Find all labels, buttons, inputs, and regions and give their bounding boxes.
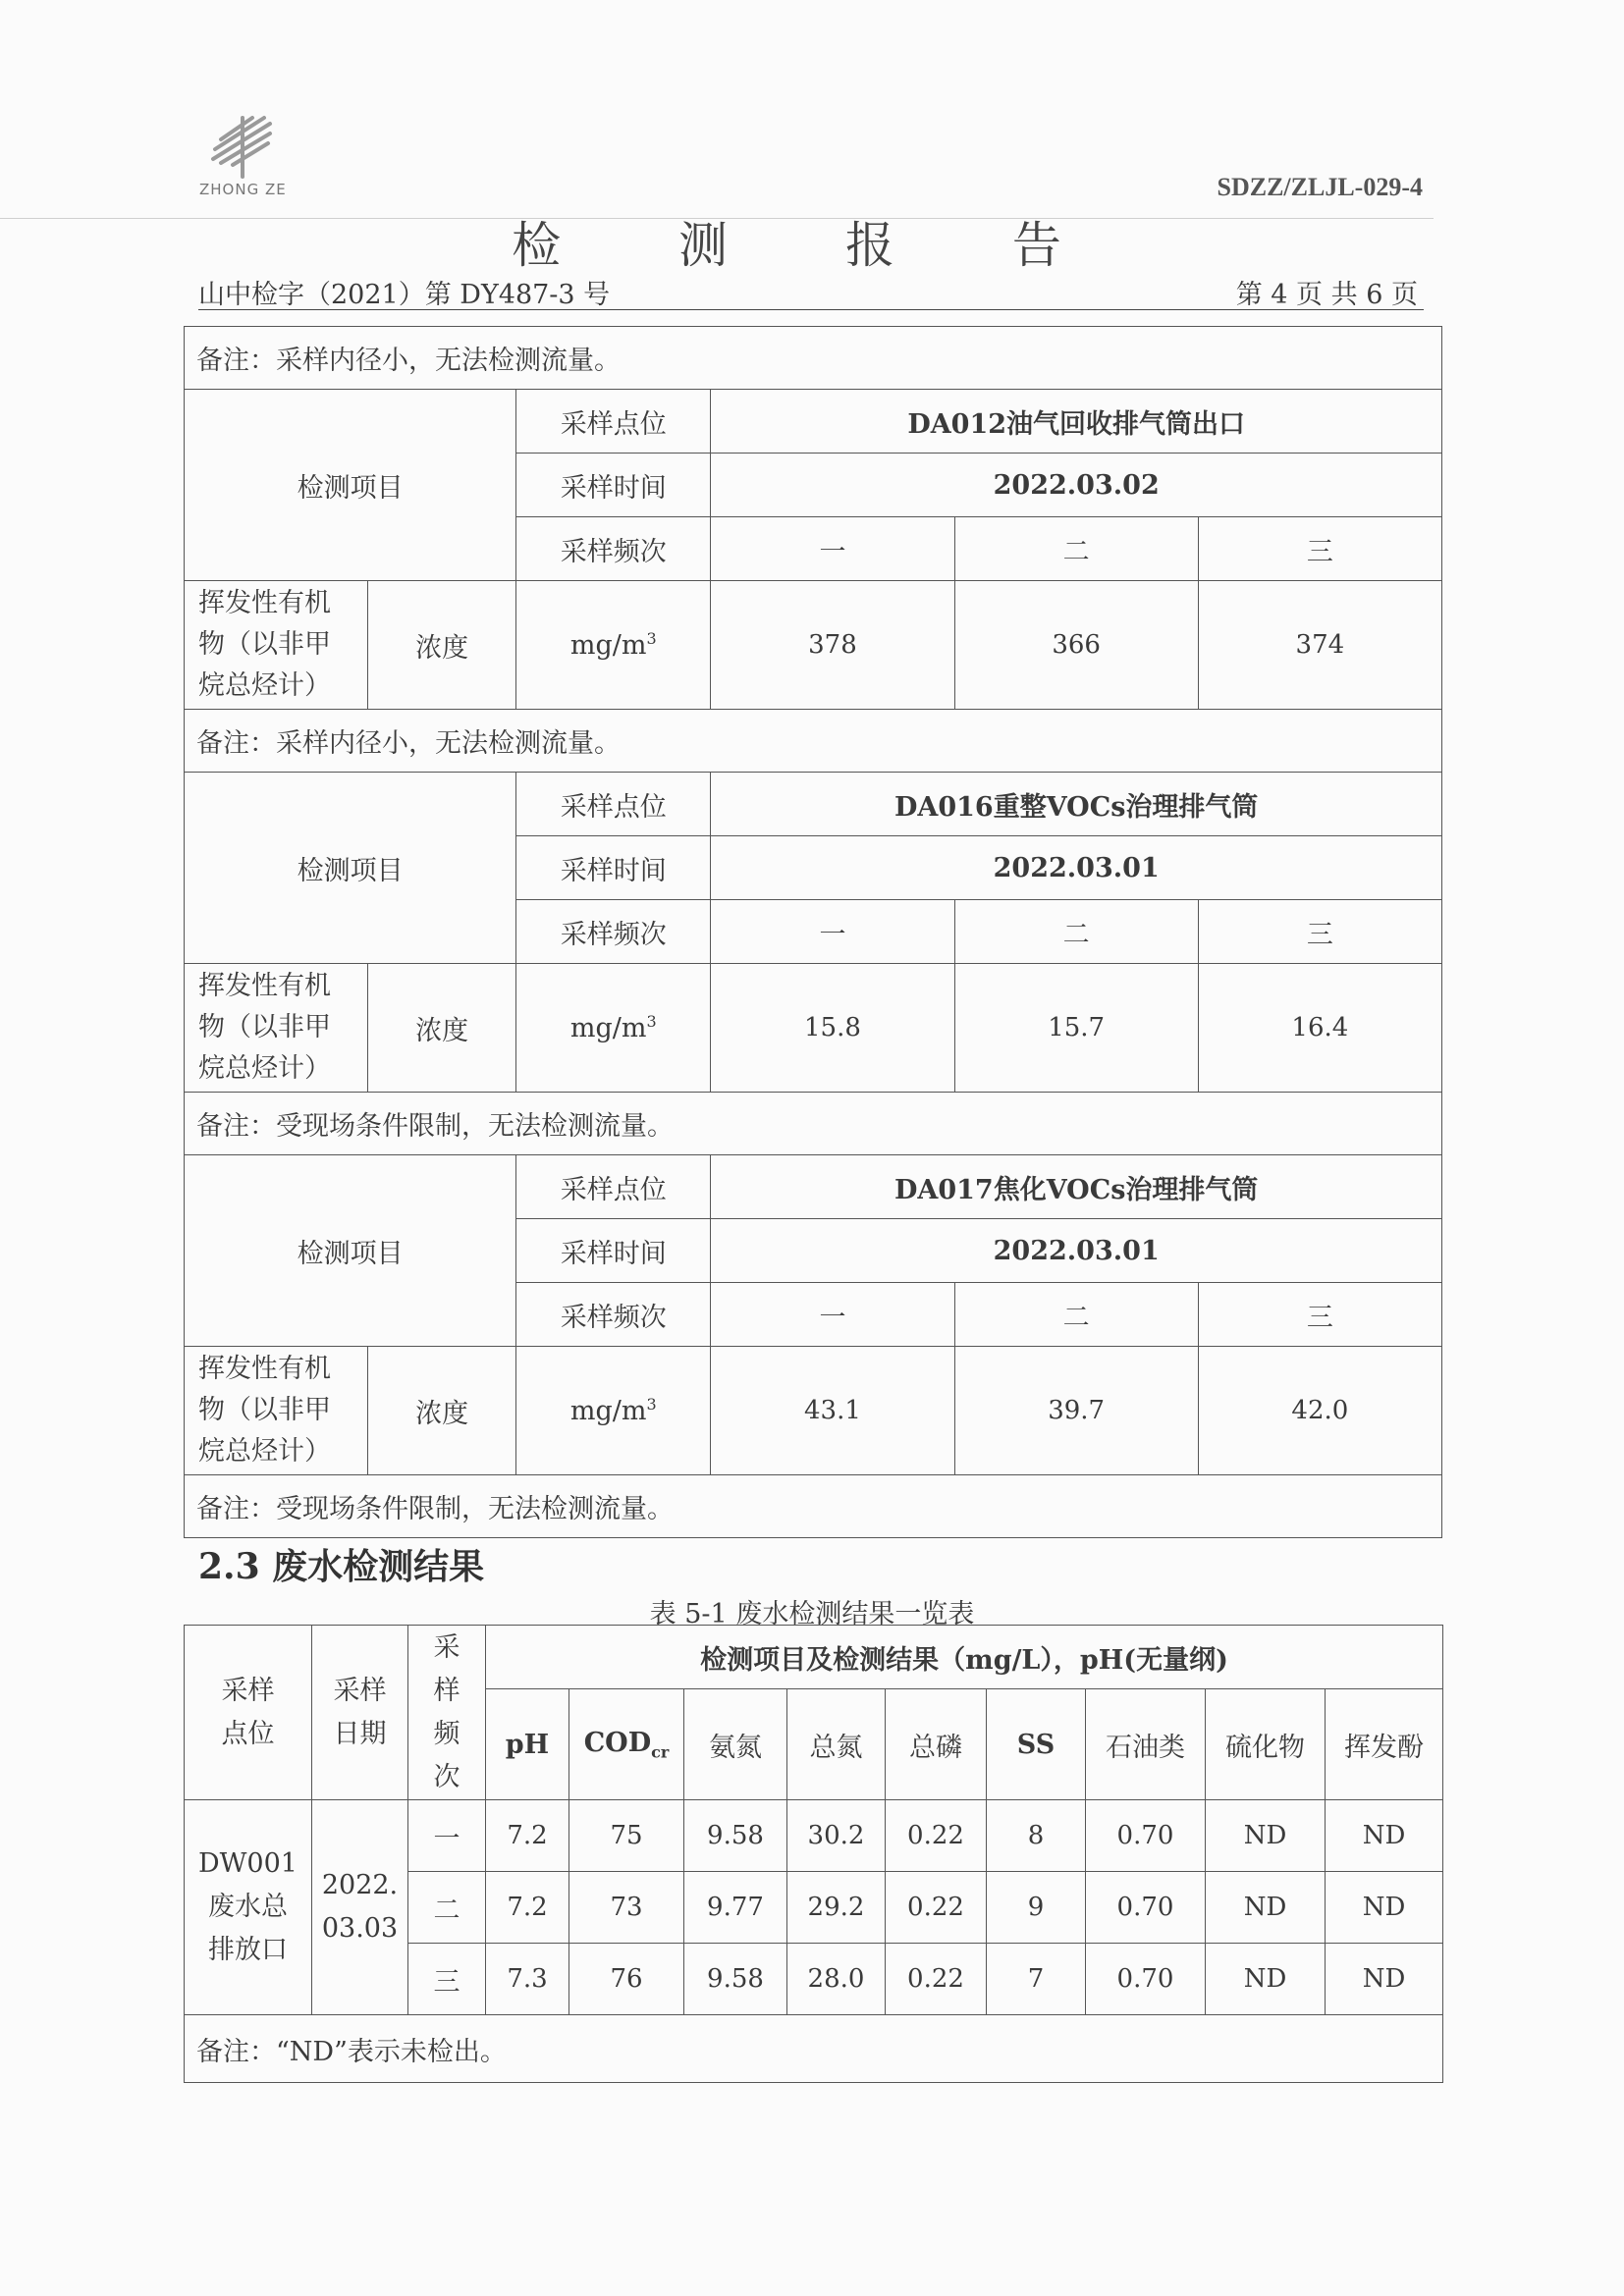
frequency-cell: 一 <box>711 517 954 581</box>
value-cell: 0.22 <box>886 1800 987 1872</box>
frequency-cell: 三 <box>1198 517 1441 581</box>
frequency-cell: 二 <box>954 1283 1198 1347</box>
value-cell: 9 <box>987 1872 1086 1944</box>
frequency-cell: 二 <box>954 900 1198 964</box>
value-cell: 28.0 <box>787 1944 886 2015</box>
value-cell: 374 <box>1198 581 1441 710</box>
value-cell: 0.70 <box>1086 1800 1206 1872</box>
header-line: 日期 <box>333 1718 387 1749</box>
sampling-time-label: 采样时间 <box>516 454 711 517</box>
sampling-point-value: DA012油气回收排气筒出口 <box>711 390 1442 454</box>
value-cell: 366 <box>954 581 1198 710</box>
value-cell: 30.2 <box>787 1800 886 1872</box>
pollutant-line: 烷总烃计） <box>198 1053 331 1084</box>
unit-cell <box>516 964 711 1093</box>
site-line: 排放口 <box>208 1935 288 1965</box>
metric-label: 浓度 <box>368 1347 516 1475</box>
detection-item-label: 检测项目 <box>185 390 516 581</box>
pollutant-line: 挥发性有机 <box>198 588 331 618</box>
value-cell: ND <box>1206 1800 1326 1872</box>
date-cell <box>312 1800 408 2015</box>
table-row <box>185 1347 1442 1475</box>
detection-item-label: 检测项目 <box>185 773 516 964</box>
page-title: 检 测 报 告 <box>512 217 1112 274</box>
sampling-point-label: 采样点位 <box>516 1155 711 1219</box>
table-row <box>185 2015 1443 2083</box>
date-line: 03.03 <box>321 1913 399 1944</box>
table-row <box>185 964 1442 1093</box>
table-row <box>185 773 1442 836</box>
table-row <box>185 1155 1442 1219</box>
table-row <box>185 1626 1443 1689</box>
header-line: 频 <box>433 1718 460 1749</box>
header-line: 次 <box>433 1761 460 1792</box>
sampling-time-label: 采样时间 <box>516 836 711 900</box>
metric-label: 浓度 <box>368 581 516 710</box>
pollutant-line: 物（以非甲 <box>198 629 331 660</box>
param-header: 石油类 <box>1086 1689 1206 1800</box>
sampling-point-value: DA016重整VOCs治理排气筒 <box>711 773 1442 836</box>
document-code: SDZZ/ZLJL-029-4 <box>1217 173 1423 201</box>
value-cell: ND <box>1326 1872 1443 1944</box>
value-cell: ND <box>1206 1944 1326 2015</box>
sampling-time-value: 2022.03.01 <box>711 836 1442 900</box>
unit-text: mg/m <box>569 630 647 661</box>
value-cell: 378 <box>711 581 954 710</box>
header-line: 采样 <box>221 1675 275 1706</box>
unit-superscript: 3 <box>646 1395 657 1414</box>
unit-superscript: 3 <box>646 629 657 648</box>
value-cell: 0.22 <box>886 1872 987 1944</box>
table-row <box>185 390 1442 454</box>
report-number: 山中检字（2021）第 DY487-3 号 <box>198 280 611 310</box>
unit-cell <box>516 1347 711 1475</box>
note-cell: 备注：“ND”表示未检出。 <box>185 2015 1443 2083</box>
logo-text: ZHONG ZE <box>199 181 287 198</box>
wastewater-results-table <box>184 1625 1443 2083</box>
frequency-cell: 二 <box>408 1872 486 1944</box>
value-cell: 0.70 <box>1086 1872 1206 1944</box>
note-cell: 备注：受现场条件限制，无法检测流量。 <box>185 1093 1442 1155</box>
sampling-time-label: 采样时间 <box>516 1219 711 1283</box>
value-cell: 7.2 <box>486 1800 569 1872</box>
note-cell: 备注：采样内径小，无法检测流量。 <box>185 710 1442 773</box>
header-line: 样 <box>433 1675 460 1706</box>
table-row <box>185 581 1442 710</box>
group-header: 检测项目及检测结果（mg/L），pH(无量纲) <box>486 1626 1443 1689</box>
param-header: 氨氮 <box>684 1689 787 1800</box>
section-title: 2.3 废水检测结果 <box>198 1546 485 1587</box>
header-line: 采样 <box>333 1675 387 1706</box>
unit-superscript: 3 <box>646 1012 657 1031</box>
col-header-point <box>185 1626 312 1800</box>
value-cell: 7 <box>987 1944 1086 2015</box>
param-text: COD <box>583 1727 652 1758</box>
sampling-time-value: 2022.03.02 <box>711 454 1442 517</box>
table-row <box>185 710 1442 773</box>
header-line: 采 <box>433 1631 460 1663</box>
frequency-cell: 三 <box>1198 1283 1441 1347</box>
pollutant-name <box>185 581 368 710</box>
sampling-time-value: 2022.03.01 <box>711 1219 1442 1283</box>
value-cell: 73 <box>569 1872 684 1944</box>
site-cell <box>185 1800 312 2015</box>
value-cell: 9.58 <box>684 1944 787 2015</box>
value-cell: 16.4 <box>1198 964 1441 1093</box>
value-cell: 8 <box>987 1800 1086 1872</box>
sampling-point-label: 采样点位 <box>516 773 711 836</box>
pollutant-line: 烷总烃计） <box>198 670 331 701</box>
value-cell: ND <box>1326 1800 1443 1872</box>
param-header: SS <box>987 1689 1086 1800</box>
site-line: DW001 <box>198 1848 298 1879</box>
report-number-underline <box>198 309 1424 310</box>
sampling-point-label: 采样点位 <box>516 390 711 454</box>
pollutant-line: 挥发性有机 <box>198 971 331 1001</box>
param-subscript: cr <box>651 1742 670 1762</box>
header-line: 点位 <box>221 1718 275 1749</box>
unit-text: mg/m <box>569 1396 647 1426</box>
value-cell: 0.22 <box>886 1944 987 2015</box>
table-row <box>185 1475 1442 1538</box>
value-cell: 9.77 <box>684 1872 787 1944</box>
pollutant-line: 烷总烃计） <box>198 1436 331 1467</box>
value-cell: 43.1 <box>711 1347 954 1475</box>
pollutant-line: 物（以非甲 <box>198 1395 331 1425</box>
value-cell: 0.70 <box>1086 1944 1206 2015</box>
param-header: 挥发酚 <box>1326 1689 1443 1800</box>
col-header-date <box>312 1626 408 1800</box>
value-cell: 29.2 <box>787 1872 886 1944</box>
value-cell: ND <box>1326 1944 1443 2015</box>
value-cell: 75 <box>569 1800 684 1872</box>
value-cell: 7.2 <box>486 1872 569 1944</box>
pollutant-name <box>185 1347 368 1475</box>
metric-label: 浓度 <box>368 964 516 1093</box>
pollutant-line: 挥发性有机 <box>198 1354 331 1384</box>
frequency-cell: 三 <box>408 1944 486 2015</box>
page-number: 第 4 页 共 6 页 <box>1235 280 1418 310</box>
note-cell: 备注：采样内径小，无法检测流量。 <box>185 327 1442 390</box>
value-cell: 39.7 <box>954 1347 1198 1475</box>
param-header: pH <box>486 1689 569 1800</box>
note-cell: 备注：受现场条件限制，无法检测流量。 <box>185 1475 1442 1538</box>
pollutant-line: 物（以非甲 <box>198 1012 331 1042</box>
value-cell: 9.58 <box>684 1800 787 1872</box>
voc-results-table <box>184 326 1442 1538</box>
sampling-frequency-label: 采样频次 <box>516 517 711 581</box>
value-cell: 42.0 <box>1198 1347 1441 1475</box>
param-header: 总氮 <box>787 1689 886 1800</box>
value-cell: ND <box>1206 1872 1326 1944</box>
sampling-point-value: DA017焦化VOCs治理排气筒 <box>711 1155 1442 1219</box>
site-line: 废水总 <box>208 1892 288 1922</box>
table-row <box>185 327 1442 390</box>
pollutant-name <box>185 964 368 1093</box>
value-cell: 15.8 <box>711 964 954 1093</box>
unit-text: mg/m <box>569 1013 647 1043</box>
param-header: 总磷 <box>886 1689 987 1800</box>
table-caption: 表 5-1 废水检测结果一览表 <box>649 1599 975 1629</box>
detection-item-label: 检测项目 <box>185 1155 516 1347</box>
value-cell: 76 <box>569 1944 684 2015</box>
param-header: 硫化物 <box>1206 1689 1326 1800</box>
value-cell: 7.3 <box>486 1944 569 2015</box>
frequency-cell: 三 <box>1198 900 1441 964</box>
frequency-cell: 一 <box>408 1800 486 1872</box>
value-cell: 15.7 <box>954 964 1198 1093</box>
unit-cell <box>516 581 711 710</box>
sampling-frequency-label: 采样频次 <box>516 1283 711 1347</box>
date-line: 2022. <box>321 1870 399 1900</box>
frequency-cell: 二 <box>954 517 1198 581</box>
frequency-cell: 一 <box>711 1283 954 1347</box>
table-row <box>185 1093 1442 1155</box>
sampling-frequency-label: 采样频次 <box>516 900 711 964</box>
param-header-cod <box>569 1689 684 1800</box>
frequency-cell: 一 <box>711 900 954 964</box>
col-header-frequency <box>408 1626 486 1800</box>
table-row <box>185 1800 1443 1872</box>
